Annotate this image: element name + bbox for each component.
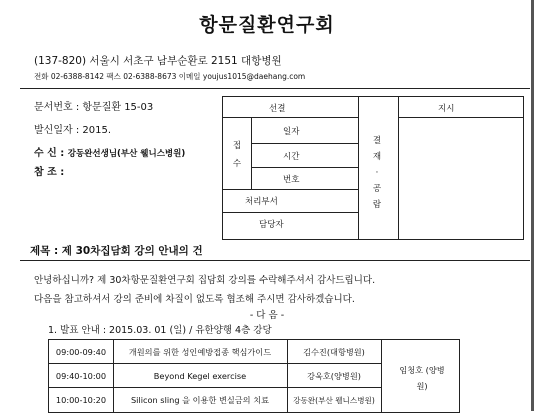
table-row: Beyond Kegel exercise [153, 371, 247, 381]
table-row: 강욱호(양병원) [307, 371, 361, 381]
contact-line: 전화 02-6388-8142 팩스 02-6388-8673 이메일 youjus1015@daehang.com [34, 72, 306, 81]
send-date-row [34, 121, 111, 136]
subject-divider [20, 260, 530, 261]
table-row: 강동완(부산 웰니스병원) [293, 396, 375, 405]
doc-number-value: 항문질환 15-03 [82, 102, 154, 113]
document-title: 항문질환연구회 [199, 14, 335, 36]
da-eum-heading: - 다 음 - [249, 310, 285, 321]
recipient-row [34, 144, 185, 159]
cc-row [34, 163, 64, 178]
instruction-label: 지시 [438, 104, 455, 114]
table-row: 10:00-10:20 [55, 395, 107, 405]
doc-number-label: 문서번호 : [34, 102, 83, 113]
receipt-label: 접 수 [232, 141, 242, 169]
doc-number-row [34, 98, 153, 113]
person-in-charge-label: 담당자 [259, 220, 284, 230]
recipient-value: 강동완선생님(부산 웰니스병원) [67, 149, 186, 159]
table-row: 09:40-10:00 [55, 371, 107, 381]
receipt-date-label: 일자 [283, 127, 300, 137]
moderator-cell: 임청호 (양병원) [399, 365, 445, 391]
recipient-label: 수 신 : [34, 148, 68, 159]
address-line: (137-820) 서울시 서초구 남부순환로 2151 대항병원 [34, 55, 282, 67]
approval-box [222, 96, 524, 240]
cc-label: 참 조 : [34, 167, 65, 178]
table-row: 개원의를 위한 성인예방접종 핵심가이드 [128, 347, 272, 357]
presentation-info: 1. 발표 안내 : 2015.03. 01 (일) / 유한양행 4층 강당 [48, 325, 272, 336]
send-date-label: 발신일자 : [34, 125, 83, 136]
body-line-2: 다음을 참고하셔서 강의 준비에 차질이 없도록 협조해 주시면 감사하겠습니다. [34, 294, 355, 305]
table-row: 김수진(대항병원) [303, 347, 365, 357]
schedule-table [48, 339, 460, 413]
table-row: Silicon sling 을 이용한 변실금의 치료 [130, 395, 270, 405]
subject-line: 제목 : 제 30차집담회 강의 안내의 건 [30, 245, 203, 257]
table-row: 09:00-09:40 [55, 347, 107, 357]
decision-label: 선결 [269, 104, 286, 114]
approval-label: 결 재 · 공 람 [372, 136, 382, 210]
header-divider [20, 88, 530, 89]
body-line-1: 안녕하십니까? 제 30차항문질환연구회 집담회 강의를 수락해주셔서 감사드립니다. [34, 275, 376, 286]
processing-dept-label: 처리부서 [245, 197, 278, 207]
receipt-number-label: 번호 [283, 175, 300, 185]
send-date-value: 2015. [82, 125, 112, 136]
receipt-time-label: 시간 [283, 152, 300, 162]
